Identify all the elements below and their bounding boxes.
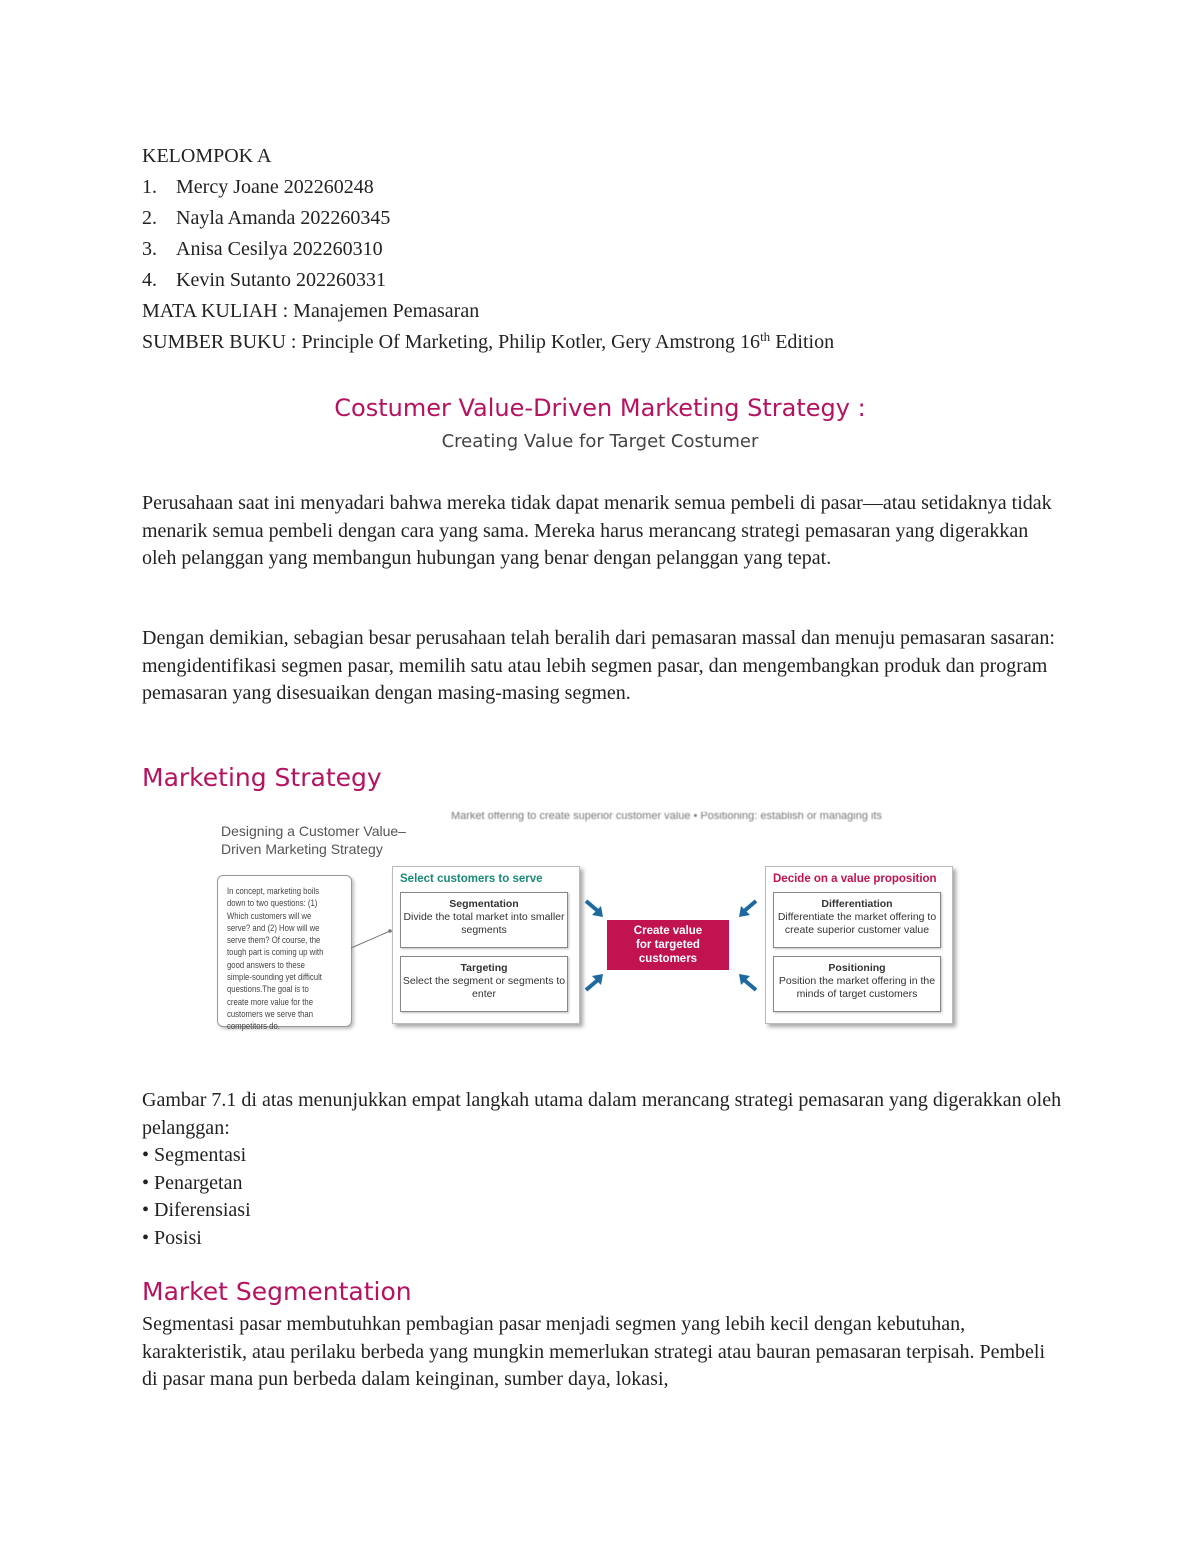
member-number: 2.	[142, 207, 157, 229]
document-title: Costumer Value-Driven Marketing Strategy :	[334, 394, 866, 422]
group-name: KELOMPOK A	[142, 145, 272, 167]
box-title: Targeting	[460, 962, 508, 974]
create-value-box	[607, 920, 729, 970]
box-text: Divide the total market into smaller segments	[403, 911, 565, 936]
member-item	[142, 265, 1062, 296]
paragraph-2: Dengan demikian, sebagian besar perusahaan telah beralih dari pemasaran massal dan menuju pemasaran sasaran: mengidentifikasi segmen pasar, memilih satu atau lebih segmen pasar, dan mengembangkan produk dan program pemasaran yang disesuaikan dengan masing-masing segmen.	[142, 627, 1055, 704]
segmentation-box	[400, 892, 568, 948]
paragraph-1: Perusahaan saat ini menyadari bahwa mereka tidak dapat menarik semua pembeli di pasar—atau setidaknya tidak menarik semua pembeli dengan cara yang sama. Mereka harus merancang strategi pemasaran yang digerakkan oleh pelanggan yang membangun hubungan yang benar dengan pelanggan yang tepat.	[142, 492, 1052, 569]
section-heading-marketing-strategy: Marketing Strategy	[142, 763, 382, 792]
differentiation-box	[773, 892, 941, 948]
panel-title: Select customers to serve	[400, 873, 543, 885]
arrow-up-left-icon	[733, 969, 759, 995]
source-suffix: Edition	[770, 331, 835, 353]
segmentation-paragraph: Segmentasi pasar membutuhkan pembagian pasar menjadi segmen yang lebih kecil dengan kebutuhan, karakteristik, atau perilaku berbeda yang mungkin memerlukan strategi atau bauran pemasaran terpisah. Pembeli di pasar mana pun berbeda dalam keinginan, sumber daya, lokasi,	[142, 1313, 1045, 1390]
member-text: Mercy Joane 202260248	[176, 176, 374, 198]
bullet-item: • Penargetan	[142, 1171, 243, 1194]
box-text: Position the market offering in the minds of target customers	[778, 975, 936, 1000]
targeting-box	[400, 956, 568, 1012]
panel-title: Decide on a value proposition	[773, 873, 937, 885]
member-text: Anisa Cesilya 202260310	[176, 238, 383, 260]
arrow-down-right-icon	[583, 896, 609, 922]
panel-select-customers	[392, 866, 580, 1024]
source-superscript: th	[760, 329, 771, 344]
member-item	[142, 234, 1062, 265]
source-line	[142, 327, 1062, 358]
box-text: Differentiate the market offering to create superior customer value	[777, 911, 937, 936]
document-subtitle: Creating Value for Target Costumer	[441, 431, 759, 452]
course-line: MATA KULIAH : Manajemen Pemasaran	[142, 300, 480, 322]
box-title: Differentiation	[821, 898, 893, 910]
figure-note-box	[217, 875, 352, 1032]
bullet-item: • Segmentasi	[142, 1144, 247, 1166]
section-heading-market-segmentation: Market Segmentation	[142, 1277, 412, 1306]
box-title: Positioning	[828, 962, 886, 974]
bullet-item: • Diferensiasi	[142, 1199, 251, 1221]
member-text: Nayla Amanda 202260345	[176, 207, 391, 229]
box-title: Segmentation	[449, 898, 519, 910]
arrow-down-left-icon	[733, 896, 759, 922]
center-line: Create value	[633, 925, 703, 937]
figure-explanation	[142, 1087, 1062, 1252]
box-text: Select the segment or segments to enter	[402, 975, 566, 1000]
figure-note-text: In concept, marketing boils down to two questions: (1) Which customers will we serve? and (2) How will we serve them? Of course, the tough part is coming up with good answers to these simple-sounding yet difficult questions.The goal is to create more value for the customers we serve than competitors do.	[227, 886, 324, 1032]
positioning-box	[773, 956, 941, 1012]
member-item	[142, 203, 1062, 234]
figure-title: Designing a Customer Value– Driven Marketing Strategy	[221, 823, 406, 857]
strategy-figure	[215, 810, 985, 1035]
member-number: 1.	[142, 176, 157, 198]
member-number: 3.	[142, 238, 157, 260]
connector-line-icon	[350, 928, 392, 950]
bullet-item: • Posisi	[142, 1226, 202, 1249]
header-block	[142, 141, 1062, 358]
figure-intro: Gambar 7.1 di atas menunjukkan empat langkah utama dalam merancang strategi pemasaran yang digerakkan oleh pelanggan:	[142, 1089, 1062, 1139]
source-prefix: SUMBER BUKU : Principle Of Marketing, Philip Kotler, Gery Amstrong 16	[142, 331, 761, 353]
panel-value-proposition	[765, 866, 953, 1024]
center-line: for targeted	[636, 939, 700, 951]
member-number: 4.	[142, 269, 157, 291]
arrow-up-right-icon	[583, 969, 609, 995]
figure-cropped-text: Market offering to create superior customer value • Positioning: establish or managing its	[451, 812, 883, 822]
center-line: customers	[638, 953, 698, 965]
member-text: Kevin Sutanto 202260331	[176, 269, 386, 291]
member-item	[142, 172, 1062, 203]
